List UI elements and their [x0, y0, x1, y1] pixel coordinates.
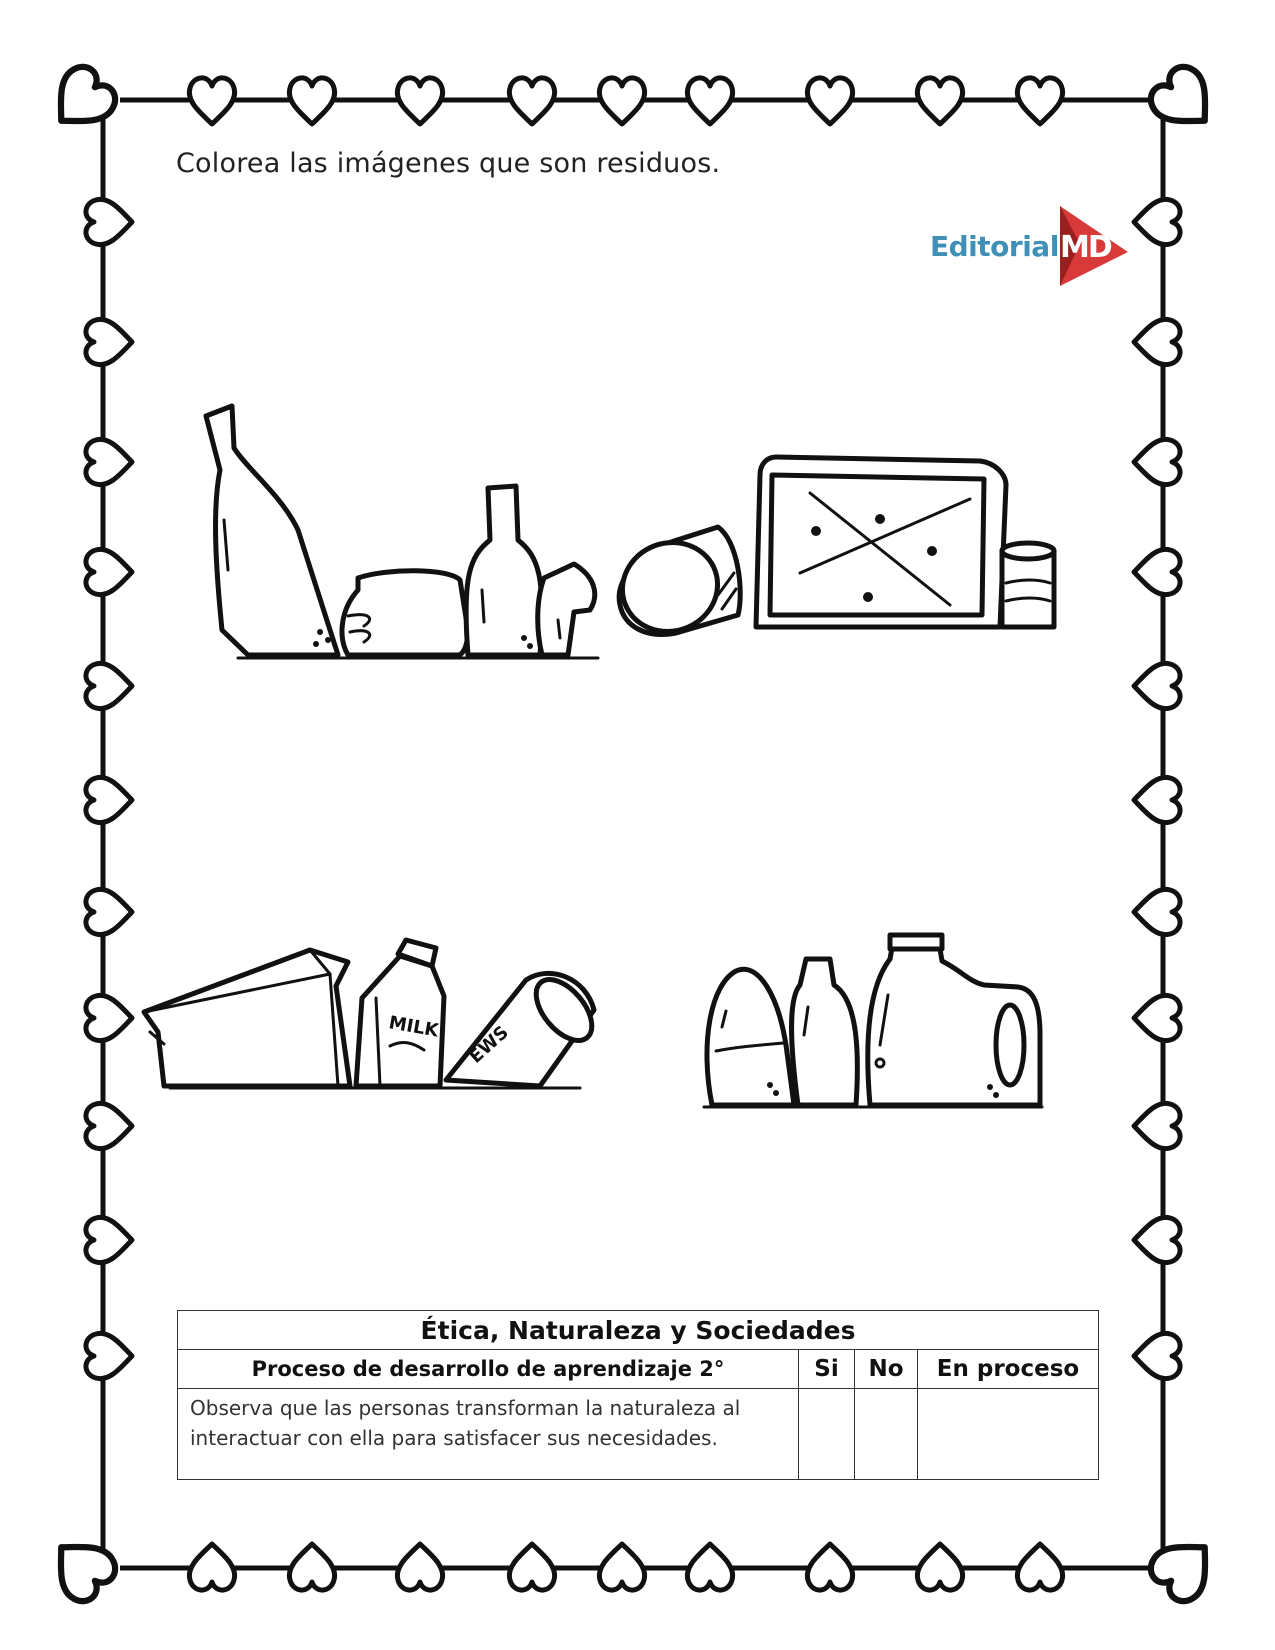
- heart-icon: [917, 1544, 962, 1590]
- open-box-icon: [144, 950, 350, 1086]
- wine-bottle-icon: [466, 486, 542, 655]
- no-checkbox-cell[interactable]: [855, 1389, 918, 1480]
- heart-icon: [41, 1527, 122, 1608]
- heart-icon: [599, 78, 644, 124]
- heart-icon: [917, 78, 962, 124]
- heart-icon: [86, 1103, 132, 1148]
- header-no: No: [855, 1350, 918, 1389]
- header-process: Proceso de desarrollo de aprendizaje 2°: [178, 1350, 799, 1389]
- jar-icon: [342, 571, 468, 655]
- heart-icon: [1144, 60, 1225, 141]
- heart-icon: [86, 199, 132, 244]
- heart-icon: [1134, 777, 1180, 822]
- small-jar-icon: [538, 564, 595, 655]
- heart-icon: [1017, 1544, 1062, 1590]
- heart-icon: [86, 777, 132, 822]
- heart-icon: [189, 1544, 234, 1590]
- plastic-bottle-icon: [792, 959, 858, 1105]
- heart-icon: [807, 1544, 852, 1590]
- heart-icon: [86, 549, 132, 594]
- row-description: Observa que las personas transforman la naturaleza al interactuar con ella para satisfacer sus necesidades.: [178, 1389, 799, 1480]
- heart-icon: [1134, 663, 1180, 708]
- heart-icon: [289, 78, 334, 124]
- heart-icon: [1134, 889, 1180, 934]
- plastic-bottles-group: [700, 915, 1090, 1115]
- heart-icon: [189, 78, 234, 124]
- heart-icon: [86, 319, 132, 364]
- heart-icon: [86, 995, 132, 1040]
- evaluation-table: [177, 1310, 1099, 1480]
- heart-icon: [289, 1544, 334, 1590]
- heart-icon: [599, 1544, 644, 1590]
- heart-icon: [86, 889, 132, 934]
- heart-icon: [807, 78, 852, 124]
- header-yes: Si: [799, 1350, 855, 1389]
- heart-icon: [86, 1333, 132, 1378]
- heart-icon: [1134, 995, 1180, 1040]
- heart-icon: [397, 78, 442, 124]
- glass-bottles-group: [198, 400, 598, 665]
- heart-icon: [509, 1544, 554, 1590]
- heart-icon: [86, 663, 132, 708]
- heart-icon: [86, 439, 132, 484]
- yes-checkbox-cell[interactable]: [799, 1389, 855, 1480]
- paper-cartons-group: [140, 940, 610, 1090]
- heart-icon: [509, 78, 554, 124]
- heart-icon: [1134, 199, 1180, 244]
- heart-icon: [1134, 319, 1180, 364]
- heart-icon: [1134, 1103, 1180, 1148]
- heart-icon: [1134, 1333, 1180, 1378]
- cans-and-box-group: [610, 455, 1080, 640]
- heart-icon: [687, 78, 732, 124]
- heart-icon: [1134, 439, 1180, 484]
- in-process-checkbox-cell[interactable]: [918, 1389, 1099, 1480]
- heart-icon: [1134, 549, 1180, 594]
- news-label: EWS: [465, 1021, 513, 1068]
- heart-icon: [1144, 1527, 1225, 1608]
- heart-icon: [397, 1544, 442, 1590]
- heart-icon: [1134, 1217, 1180, 1262]
- table-title: Ética, Naturaleza y Sociedades: [178, 1311, 1099, 1350]
- instruction-text: Colorea las imágenes que son residuos.: [176, 148, 721, 179]
- rounded-bottle-icon: [707, 969, 794, 1105]
- milk-label: MILK: [387, 1012, 441, 1042]
- heart-icon: [687, 1544, 732, 1590]
- logo-letters: MD: [1060, 230, 1111, 265]
- heart-icon: [86, 1217, 132, 1262]
- heart-icon: [41, 60, 122, 141]
- heart-icon: [1017, 78, 1062, 124]
- logo-word: Editorial: [930, 230, 1059, 263]
- table-row: [178, 1389, 1099, 1480]
- header-in-process: En proceso: [918, 1350, 1099, 1389]
- editorial-md-logo: [930, 200, 1130, 290]
